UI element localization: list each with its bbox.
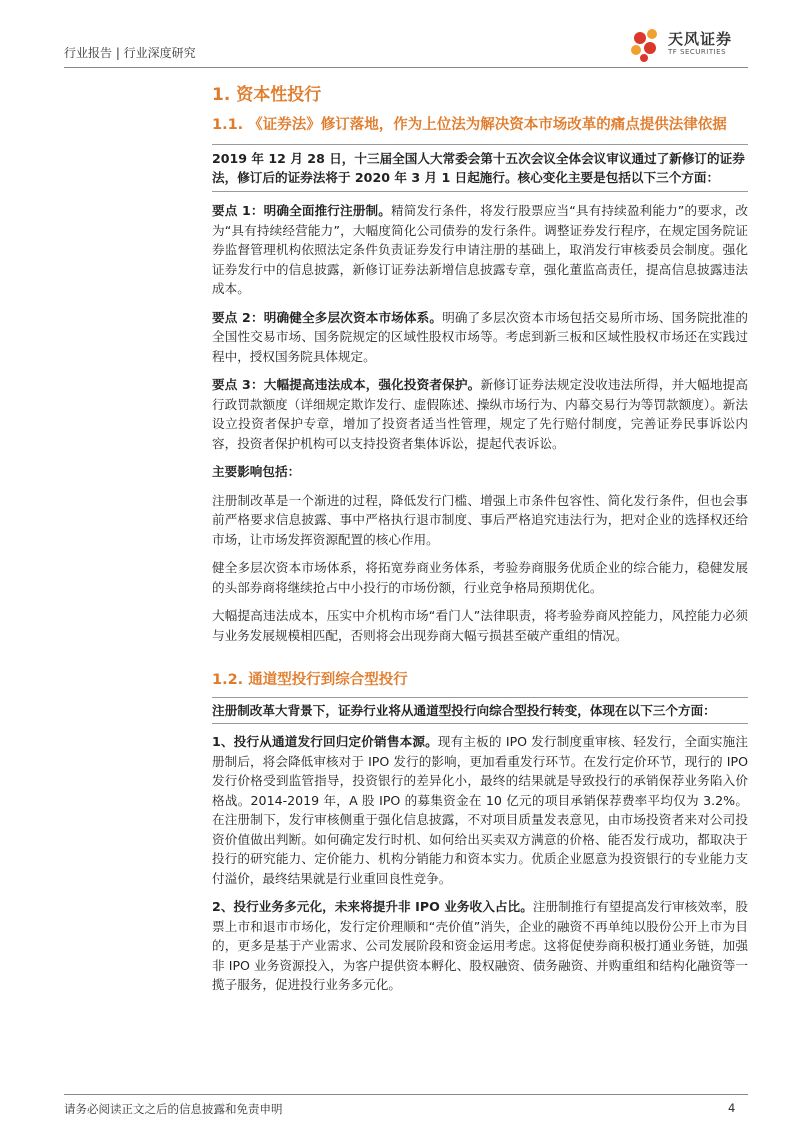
item-1-lead: 1、投行从通道发行回归定价销售本源。 (212, 734, 438, 749)
report-header: 行业报告 | 行业深度研究 (64, 46, 196, 60)
item-2 (212, 897, 748, 995)
section-1-2-intro: 注册制改革大背景下，证券行业将从通道型投行向综合型投行转变，体现在以下三个方面： (212, 703, 716, 718)
divider (212, 144, 748, 145)
header-divider (64, 67, 748, 68)
divider (212, 723, 748, 724)
item-1-text: 现有主板的 IPO 发行制度重审核、轻发行，全面实施注册制后，将会降低审核对于 IPO 发行的影响，更加看重发行环节。在发行定价环节，现行的 IPO 发行价格受到监管指导，投资银行的差异化小，最终的结果就是导致投行的承销保荐业务陷入价格战。2014-2019 年，A 股 IPO 的募集资金在 10 亿元的项目承销保荐费率平均仅为 3.2%。在注册制下，发行审核侧重于强化信息披露，不对项目质量发表意见，由市场投资者来对公司投资价值做出判断。如何确定发行时机、如何给出买卖双方满意的价格、能否发行成功，都取决于投行的研究能力、定价能力、机构分销能力和资本实力。优质企业愿意为投资银行的专业能力支付溢价，最终结果就是行业重回良性竞争。 (212, 734, 749, 886)
impact-title: 主要影响包括： (212, 464, 301, 479)
divider (212, 191, 748, 192)
logo-name: 天风证券 (668, 30, 733, 48)
section-1-2-title: 1.2. 通道型投行到综合型投行 (212, 672, 408, 688)
item-1 (212, 732, 748, 888)
main-content (212, 78, 748, 995)
point-3 (212, 375, 748, 453)
page-number: 4 (728, 1101, 736, 1115)
point-3-text: 新修订证券法规定没收违法所得，并大幅地提高行政罚款额度（详细规定欺诈发行、虚假陈述、操纵市场行为、内幕交易行为等罚款额度）。新法设立投资者保护专章，增加了投资者适当性管理，规定了先行赔付制度，完善证券民事诉讼内容，投资者保护机构可以支持投资者集体诉讼，提起代表诉讼。 (212, 377, 749, 451)
item-2-text: 注册制推行有望提高发行审核效率，股票上市和退市市场化，发行定价理顺和“壳价值”消失，企业的融资不再单纯以股份公开上市为目的，更多是基于产业需求、公司发展阶段和资金运用考虑。这将促使券商积极打通业务链，加强非 IPO 业务资源投入，为客户提供资本孵化、股权融资、债务融资、并购重组和结构化融资等一揽子服务，促进投行业务多元化。 (212, 899, 749, 992)
point-2 (212, 308, 748, 367)
footer-disclaimer: 请务必阅读正文之后的信息披露和免责申明 (64, 1102, 283, 1116)
footer-divider (64, 1094, 748, 1095)
impact-2: 健全多层次资本市场体系，将拓宽券商业务体系，考验券商服务优质企业的综合能力，稳健发展的头部券商将继续抢占中小投行的市场份额，行业竞争格局预期优化。 (212, 560, 748, 595)
point-1-lead: 要点 1：明确全面推行注册制。 (212, 203, 391, 218)
point-2-text: 明确了多层次资本市场包括交易所市场、国务院批准的全国性交易市场、国务院规定的区域性股权市场等。考虑到新三板和区域性股权市场还在实践过程中，授权国务院具体规定。 (212, 309, 748, 364)
divider (212, 697, 748, 698)
point-2-lead: 要点 2：明确健全多层次资本市场体系。 (212, 309, 443, 325)
section-1-1-title: 1.1. 《证券法》修订落地，作为上位法为解决资本市场改革的痛点提供法律依据 (212, 117, 727, 133)
impact-3: 大幅提高违法成本，压实中介机构市场“看门人”法律职责，将考验券商风控能力，风控能力必须与业务发展规模相匹配，否则将会出现券商大幅亏损甚至破产重组的情况。 (212, 608, 748, 643)
point-3-lead: 要点 3：大幅提高违法成本，强化投资者保护。 (212, 377, 481, 392)
point-1 (212, 201, 748, 299)
section-1-1-intro: 2019 年 12 月 28 日，十三届全国人大常委会第十五次会议全体会议审议通过了新修订的证券法，修订后的证券法将于 2020 年 3 月 1 日起施行。核心变化主要是包括以下三个方面： (212, 151, 745, 185)
item-2-lead: 2、投行业务多元化，未来将提升非 IPO 业务收入占比。 (212, 899, 533, 914)
point-1-text: 精简发行条件，将发行股票应当“具有持续盈利能力”的要求，改为“具有持续经营能力”，大幅度简化公司债券的发行条件。调整证券发行程序，在规定国务院证券监督管理机构依照法定条件负责证券发行申请注册的基础上，取消发行审核委员会制度。强化证券发行中的信息披露，新修订证券法新增信息披露专章，强化董监高责任，提高信息披露违法成本。 (212, 203, 748, 296)
impact-1: 注册制改革是一个渐进的过程，降低发行门槛、增强上市条件包容性、简化发行条件，但也会事前严格要求信息披露、事中严格执行退市制度、事后严格追究违法行为，把对企业的选择权还给市场，让市场发挥资源配置的核心作用。 (212, 492, 748, 547)
logo-subtitle: TF SECURITIES (668, 48, 727, 56)
section-1-title: 1. 资本性投行 (212, 85, 322, 105)
logo-flower-icon (631, 29, 657, 62)
